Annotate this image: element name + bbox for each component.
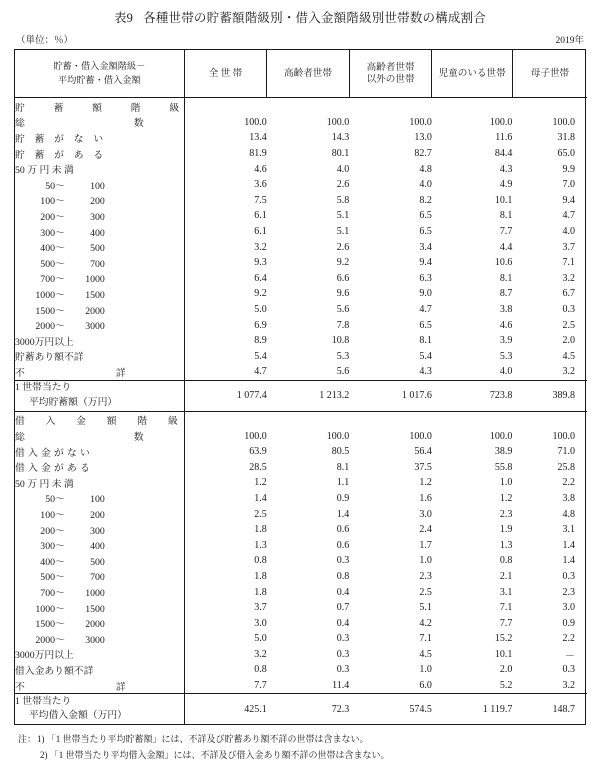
cell-value: 71.0 — [557, 446, 575, 458]
cell-value: 7.1 — [419, 633, 432, 645]
table-row — [15, 286, 587, 302]
cell-value: 2.5 — [254, 508, 267, 520]
section-heading-spacer-3 — [349, 98, 432, 115]
cell-value: 6.7 — [562, 288, 575, 300]
cell-value: 2.3 — [499, 508, 513, 520]
cell-value: 3.2 — [254, 241, 267, 253]
cell-value: 5.3 — [336, 350, 350, 362]
cell-value: 4.8 — [562, 508, 575, 520]
cell-value: 100.0 — [552, 116, 575, 128]
cell-value: 5.1 — [336, 210, 350, 222]
section-heading-spacer-1 — [184, 98, 267, 115]
table-row — [15, 491, 587, 507]
cell-value: 0.8 — [336, 570, 350, 582]
cell-value: 3.4 — [419, 241, 432, 253]
row-label-range: 200～ 300 — [15, 208, 184, 224]
table-row — [15, 239, 587, 255]
column-header-non-elderly-households — [349, 50, 432, 98]
cell-value: 9.6 — [336, 288, 350, 300]
cell-value: 100.0 — [489, 116, 513, 128]
cell-value: 1.8 — [254, 570, 267, 582]
cell-value: 425.1 — [184, 694, 267, 725]
table-row — [15, 317, 587, 333]
row-label-range: 400～ 500 — [15, 553, 184, 569]
table-row — [15, 255, 587, 271]
cell-value: 1.2 — [419, 477, 432, 489]
cell-value: 7.1 — [562, 257, 575, 269]
cell-value: 4.7 — [562, 210, 575, 222]
footnote-text: 「1 世帯当たり平均貯蓄額」には、不詳及び貯蓄あり額不詳の世帯は含まない。 — [46, 734, 369, 745]
row-label-range: 700～ 1000 — [15, 271, 184, 287]
cell-value: 6.0 — [419, 680, 432, 692]
table-row — [15, 600, 587, 616]
cell-value: 4.2 — [419, 617, 432, 629]
cell-value: 3.2 — [562, 366, 575, 378]
column-header-non-elderly-line2: 以外の世帯 — [366, 73, 415, 85]
cell-value: 5.8 — [336, 194, 350, 206]
cell-value: 3.9 — [499, 335, 513, 347]
cell-value: 5.1 — [419, 602, 432, 614]
table-row — [15, 444, 587, 460]
row-label-range: 300～ 400 — [15, 537, 184, 553]
cell-value: 2.0 — [499, 664, 513, 676]
cell-value: 100.0 — [326, 430, 350, 442]
row-label-range: 1000～ 1500 — [15, 600, 184, 616]
section-heading-spacer-5 — [512, 411, 587, 428]
row-label-range: 100～ 200 — [15, 506, 184, 522]
cell-value: 0.6 — [336, 524, 350, 536]
section-heading-spacer-4 — [432, 98, 513, 115]
cell-value: 1 213.2 — [267, 380, 350, 411]
cell-value: 8.7 — [499, 288, 513, 300]
cell-value: 4.6 — [499, 319, 513, 331]
cell-value: 2.2 — [562, 477, 575, 489]
row-label-average-savings — [15, 380, 184, 411]
table-row — [15, 459, 587, 475]
cell-value: 4.5 — [562, 350, 575, 362]
section-heading-savings: 貯 蓄 額 階 級 — [15, 98, 184, 115]
cell-value: 1.8 — [254, 524, 267, 536]
cell-value: 1.3 — [254, 539, 267, 551]
cell-value: 0.6 — [336, 539, 350, 551]
cell-value: 9.4 — [562, 194, 575, 206]
average-borrowing-row — [15, 694, 587, 725]
section-heading-borrowing: 借 入 金 額 階 級 — [15, 411, 184, 428]
row-label-range: 1500～ 2000 — [15, 615, 184, 631]
row-label-range: 100～ 200 — [15, 193, 184, 209]
cell-value: 4.0 — [336, 163, 350, 175]
page-title — [14, 0, 586, 28]
table-row — [15, 364, 587, 380]
cell-value: 3.2 — [562, 680, 575, 692]
section-heading-spacer-4 — [432, 411, 513, 428]
row-label-over-30m: 3000万円以上 — [15, 333, 184, 349]
section-heading-spacer-5 — [512, 98, 587, 115]
unit-and-year-row — [14, 28, 586, 49]
average-savings-line2: 平均貯蓄額（万円） — [29, 396, 118, 408]
cell-value: 100.0 — [409, 430, 432, 442]
cell-value: 14.3 — [331, 132, 350, 144]
cell-value: 0.8 — [254, 555, 267, 567]
table-row — [15, 662, 587, 678]
row-label-range: 2000～ 3000 — [15, 631, 184, 647]
cell-value: 0.9 — [562, 617, 575, 629]
table-row — [15, 177, 587, 193]
cell-value: 100.0 — [326, 116, 350, 128]
row-label-range: 300～ 400 — [15, 224, 184, 240]
table-row — [15, 302, 587, 318]
cell-value: 4.0 — [562, 226, 575, 238]
table-row — [15, 208, 587, 224]
cell-value: 2.4 — [419, 524, 432, 536]
cell-value: 3.2 — [254, 648, 267, 660]
cell-value: 8.1 — [499, 272, 513, 284]
cell-value: 8.1 — [419, 335, 432, 347]
cell-value: 38.9 — [494, 446, 513, 458]
main-table-frame — [14, 49, 586, 725]
cell-value: 5.6 — [336, 366, 350, 378]
cell-value: 7.1 — [499, 602, 513, 614]
cell-value: 3.8 — [499, 304, 513, 316]
row-label-range: 700～ 1000 — [15, 584, 184, 600]
cell-value: 1.4 — [254, 492, 267, 504]
row-label-under-500k: 50 万 円 未 満 — [15, 475, 184, 491]
cell-value: 6.6 — [336, 272, 350, 284]
cell-value: 9.2 — [336, 257, 350, 269]
cell-value: 5.0 — [254, 304, 267, 316]
table-row — [15, 678, 587, 694]
cell-value: 7.5 — [254, 194, 267, 206]
cell-value: 6.5 — [419, 210, 432, 222]
cell-value: 5.1 — [336, 226, 350, 238]
cell-value: 4.5 — [419, 648, 432, 660]
table-row — [15, 271, 587, 287]
cell-value: 3.0 — [562, 602, 575, 614]
cell-value: 7.8 — [336, 319, 350, 331]
cell-value: 2.5 — [419, 586, 432, 598]
cell-value: 63.9 — [249, 446, 267, 458]
cell-value: 4.6 — [254, 163, 267, 175]
cell-value: 0.3 — [336, 664, 350, 676]
cell-value: 1.3 — [499, 539, 513, 551]
footnote-item-1 — [18, 732, 584, 748]
cell-value: 6.4 — [254, 272, 267, 284]
cell-value: 3.0 — [419, 508, 432, 520]
cell-value: 2.3 — [562, 586, 575, 598]
unit-note: （単位：％） — [16, 36, 74, 46]
cell-value: 5.6 — [336, 304, 350, 316]
cell-value: 9.2 — [254, 288, 267, 300]
cell-value: 0.3 — [562, 664, 575, 676]
footnote-text: 「1 世帯当たり平均借入金額」には、不詳及び借入金あり額不詳の世帯は含まない。 — [49, 750, 390, 761]
cell-value: 9.9 — [562, 163, 575, 175]
cell-value: 1.6 — [419, 492, 432, 504]
table-row — [15, 647, 587, 663]
row-label-range: 50～ 100 — [15, 491, 184, 507]
cell-value: 25.8 — [557, 461, 575, 473]
footnote-marker: 2) — [40, 750, 48, 761]
column-header-non-elderly-line1: 高齢者世帯 — [366, 61, 415, 73]
cell-value: 7.7 — [499, 226, 513, 238]
average-savings-row — [15, 380, 587, 411]
row-label-unknown: 不 詳 — [15, 678, 184, 694]
cell-value: 4.0 — [499, 366, 513, 378]
cell-value: 9.3 — [254, 257, 267, 269]
row-label-under-500k: 50 万 円 未 満 — [15, 161, 184, 177]
column-header-elderly-households: 高齢者世帯 — [267, 50, 350, 98]
row-label-total: 総 数 — [15, 428, 184, 444]
cell-value: 2.2 — [562, 633, 575, 645]
cell-value: 2.6 — [336, 179, 350, 191]
cell-value: 0.4 — [336, 617, 350, 629]
cell-value: 100.0 — [244, 430, 267, 442]
cell-value: 3.0 — [254, 617, 267, 629]
cell-value: 4.3 — [419, 366, 432, 378]
row-label-has-savings: 貯 蓄 が あ る — [15, 146, 184, 162]
table-row — [15, 506, 587, 522]
cell-value: 6.1 — [254, 210, 267, 222]
cell-value: 7.7 — [499, 617, 513, 629]
average-borrowing-line1: 1 世帯当たり — [15, 696, 72, 708]
table-row — [15, 161, 587, 177]
cell-value: 15.2 — [494, 633, 513, 645]
cell-value: 0.3 — [336, 648, 350, 660]
cell-value: 148.7 — [512, 694, 587, 725]
table-row — [15, 349, 587, 365]
row-label-range: 1000～ 1500 — [15, 286, 184, 302]
cell-value: 3.7 — [254, 602, 267, 614]
cell-value: 0.4 — [336, 586, 350, 598]
cell-value: 84.4 — [494, 148, 513, 160]
cell-value: 2.6 — [336, 241, 350, 253]
cell-value: 3.7 — [562, 241, 575, 253]
cell-value: 0.3 — [562, 570, 575, 582]
table-body — [15, 98, 587, 725]
row-label-range: 400～ 500 — [15, 239, 184, 255]
cell-value: 7.7 — [254, 680, 267, 692]
cell-value: 8.2 — [419, 194, 432, 206]
cell-value: 6.1 — [254, 226, 267, 238]
cell-value: 0.7 — [336, 602, 350, 614]
row-label-over-30m: 3000万円以上 — [15, 647, 184, 663]
average-borrowing-line2: 平均借入金額（万円） — [29, 710, 127, 722]
cell-value: 11.4 — [332, 680, 350, 692]
cell-value: 10.1 — [494, 648, 513, 660]
row-label-range: 500～ 700 — [15, 569, 184, 585]
cell-value: 4.7 — [419, 304, 432, 316]
cell-value: 1 077.4 — [184, 380, 267, 411]
cell-value: 10.1 — [494, 194, 513, 206]
cell-value: 2.5 — [562, 319, 575, 331]
cell-value: 31.8 — [557, 132, 575, 144]
footnote-marker: 1) — [37, 734, 45, 745]
cell-value: 4.0 — [419, 179, 432, 191]
table-row — [15, 569, 587, 585]
cell-value: 100.0 — [409, 116, 432, 128]
average-savings-line1: 1 世帯当たり — [15, 382, 72, 394]
stub-header-line2: 平均貯蓄・借入金額 — [57, 74, 141, 85]
table-title-text: 各種世帯の貯蓄額階級別・借入金額階級別世帯数の構成割合 — [143, 11, 487, 25]
table-row — [15, 333, 587, 349]
cell-value: 4.9 — [499, 179, 513, 191]
cell-value: 2.0 — [562, 335, 575, 347]
cell-value: 3.8 — [562, 492, 575, 504]
cell-value: 4.4 — [499, 241, 513, 253]
section-heading-row-borrowing — [15, 411, 587, 428]
cell-value: 0.8 — [254, 664, 267, 676]
cell-value: 5.4 — [419, 350, 432, 362]
cell-value: 1.0 — [419, 664, 432, 676]
cell-value: 1.8 — [254, 586, 267, 598]
cell-value: 13.4 — [249, 132, 267, 144]
cell-value: 1.4 — [562, 539, 575, 551]
cell-value: 80.5 — [331, 446, 350, 458]
cell-value: 1.7 — [419, 539, 432, 551]
cell-value: 100.0 — [244, 116, 267, 128]
footnote-item-2 — [18, 748, 584, 764]
cell-value: 65.0 — [557, 148, 575, 160]
cell-value: 0.3 — [336, 555, 350, 567]
footnotes — [14, 725, 586, 764]
table-header-row — [15, 50, 587, 98]
cell-value: 2.3 — [419, 570, 432, 582]
table-row — [15, 146, 587, 162]
footnote-lead: 注： — [18, 734, 37, 745]
stub-header-line1: 貯蓄・借入金額階級－ — [53, 61, 146, 72]
section-heading-row-savings — [15, 98, 587, 115]
cell-value: 5.3 — [499, 350, 513, 362]
column-header-households-with-children: 児童のいる世帯 — [432, 50, 513, 98]
table-number: 表9 — [113, 11, 134, 25]
section-heading-spacer-2 — [267, 411, 350, 428]
row-label-no-savings: 貯 蓄 が な い — [15, 130, 184, 146]
table-row — [15, 537, 587, 553]
row-label-has-borrowing: 借入金がある — [15, 459, 184, 475]
row-label-range: 200～ 300 — [15, 522, 184, 538]
cell-value: 3.1 — [562, 524, 575, 536]
cell-value: 0.9 — [336, 492, 350, 504]
row-label-range: 2000～ 3000 — [15, 317, 184, 333]
section-heading-spacer-3 — [349, 411, 432, 428]
row-label-unknown: 不 詳 — [15, 364, 184, 380]
cell-value: 10.8 — [331, 335, 350, 347]
cell-value: 6.9 — [254, 319, 267, 331]
cell-value: 8.1 — [499, 210, 513, 222]
row-label-range: 1500～ 2000 — [15, 302, 184, 318]
row-label-savings-amount-unknown: 貯蓄あり額不詳 — [15, 349, 184, 365]
cell-value: 100.0 — [489, 430, 513, 442]
table-row — [15, 224, 587, 240]
cell-value: 8.1 — [336, 461, 350, 473]
cell-value: 9.0 — [419, 288, 432, 300]
cell-value: 81.9 — [249, 148, 267, 160]
cell-value: 1.0 — [499, 477, 513, 489]
table-row — [15, 631, 587, 647]
table-row — [15, 615, 587, 631]
cell-value: 82.7 — [414, 148, 432, 160]
cell-value: 5.4 — [254, 350, 267, 362]
row-label-range: 500～ 700 — [15, 255, 184, 271]
table-row — [15, 193, 587, 209]
cell-value: 389.8 — [512, 380, 587, 411]
cell-value: 37.5 — [414, 461, 432, 473]
cell-value: － — [565, 650, 575, 662]
cell-value: 1.9 — [499, 524, 513, 536]
cell-value: 723.8 — [432, 380, 513, 411]
cell-value: 4.8 — [419, 163, 432, 175]
cell-value: 1.2 — [499, 492, 513, 504]
cell-value: 574.5 — [349, 694, 432, 725]
column-header-single-mother-households: 母子世帯 — [512, 50, 587, 98]
section-heading-spacer-1 — [184, 411, 267, 428]
cell-value: 6.5 — [419, 226, 432, 238]
table-row — [15, 115, 587, 131]
table-row — [15, 130, 587, 146]
row-label-total: 総 数 — [15, 115, 184, 131]
table-row — [15, 428, 587, 444]
cell-value: 1.1 — [336, 477, 350, 489]
cell-value: 6.5 — [419, 319, 432, 331]
row-label-average-borrowing — [15, 694, 184, 725]
cell-value: 7.0 — [562, 179, 575, 191]
cell-value: 0.8 — [499, 555, 513, 567]
section-heading-spacer-2 — [267, 98, 350, 115]
cell-value: 4.3 — [499, 163, 513, 175]
cell-value: 0.3 — [336, 633, 350, 645]
cell-value: 1 017.6 — [349, 380, 432, 411]
cell-value: 100.0 — [552, 430, 575, 442]
stub-header — [15, 50, 184, 98]
cell-value: 55.8 — [494, 461, 513, 473]
cell-value: 4.7 — [254, 366, 267, 378]
row-label-borrowing-amount-unknown: 借入金あり額不詳 — [15, 662, 184, 678]
cell-value: 1.0 — [419, 555, 432, 567]
cell-value: 11.6 — [495, 132, 513, 144]
cell-value: 0.3 — [562, 304, 575, 316]
cell-value: 10.6 — [494, 257, 513, 269]
cell-value: 1.2 — [254, 477, 267, 489]
cell-value: 13.0 — [414, 132, 432, 144]
cell-value: 1.4 — [336, 508, 350, 520]
cell-value: 5.2 — [499, 680, 513, 692]
cell-value: 3.6 — [254, 179, 267, 191]
cell-value: 3.2 — [562, 272, 575, 284]
cell-value: 8.9 — [254, 335, 267, 347]
row-label-range: 50～ 100 — [15, 177, 184, 193]
cell-value: 28.5 — [249, 461, 267, 473]
cell-value: 1 119.7 — [432, 694, 513, 725]
table-row — [15, 522, 587, 538]
cell-value: 9.4 — [419, 257, 432, 269]
cell-value: 72.3 — [267, 694, 350, 725]
cell-value: 1.4 — [562, 555, 575, 567]
cell-value: 56.4 — [414, 446, 432, 458]
cell-value: 2.1 — [499, 570, 513, 582]
table-row — [15, 475, 587, 491]
row-label-no-borrowing: 借入金がない — [15, 444, 184, 460]
cell-value: 80.1 — [331, 148, 350, 160]
main-table — [15, 50, 587, 724]
year-label: 2019年 — [555, 36, 584, 46]
cell-value: 6.3 — [419, 272, 432, 284]
table-row — [15, 553, 587, 569]
table-row — [15, 584, 587, 600]
column-header-all-households: 全 世 帯 — [184, 50, 267, 98]
cell-value: 5.0 — [254, 633, 267, 645]
cell-value: 3.1 — [499, 586, 513, 598]
